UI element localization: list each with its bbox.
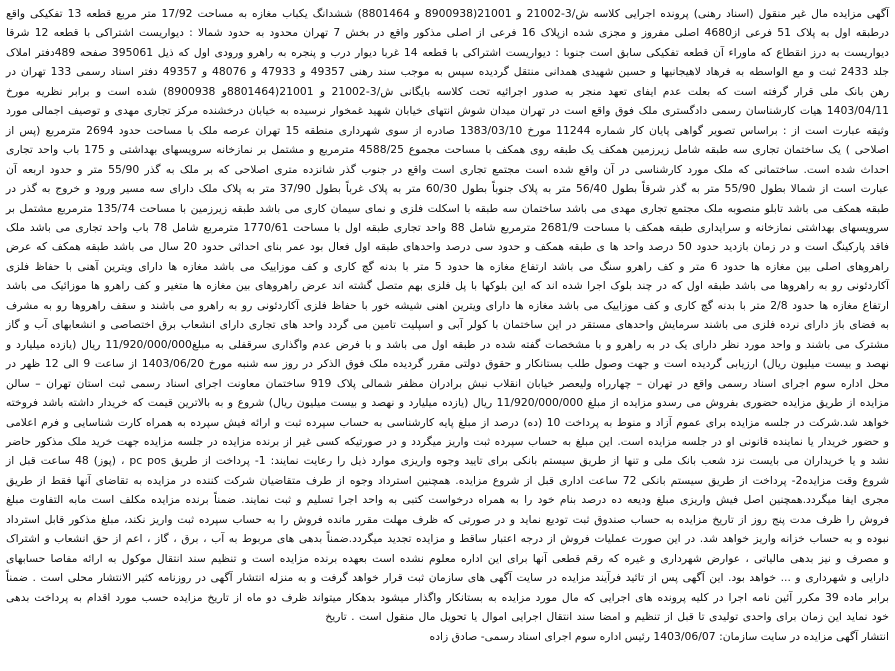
auction-notice-body: آگهی مزایده مال غیر منقول (اسناد رهنی) پرونده اجرایی کلاسه ش/3-21002 و 21001(8900938 و 8801464) ششدانگ یکباب مغازه به مساحت 17/92 متر مربع قطعه 13 تفکیکی واقع درطبقه اول به پلاک 51 فرعی از4680 اصلی مفروز و مجزی شده ازپلاک 16 فرعی از اصلی مذکور واقع در بخش 7 تهران محدود به حدود شمالا : دیواریست اشتراکی با قطعه 12 شرقا دیواریست به درز انقطاع که ماوراء آن قطعه تفکیکی سابق است جنوبا : دیواریست اشتراکی با قطعه 14 غربا دیوار درب و پنجره به راهرو ورودی اول که ذیل 395061 صفحه 489دفتر املاک جلد 2433 ثبت و مع الواسطه به فرهاد لاهیجانیها و حسین شهیدی همدانی منتقل گردیده سپس به موجب سند رهنی 49357 و 47933 و 48076 و 49357 دفتر اسناد رسمی 133 تهران در رهن بانک ملی قرار گرفته است که بعلت عدم ایفای تعهد منجر به صدور اجرائیه تحت کلاسه بایگانی ش/3-21002 و 21001(8801464و 8900938) شده است و برابر نظریه مورخ 1403/04/11 هیات کارشناسان رسمی دادگستری ملک فوق واقع است در تهران میدان شوش انتهای خیابان شهید غمخوار نرسیده به خیابان درخشنده مرکز تجاری مهدی و توصیف اجمالی مورد وثیقه عبارت است از : براساس تصویر گواهی پایان کار شماره 11244 مورخ 1383/03/10 صادره از سوی شهرداری منطقه 15 تهران عرصه ملک با مساحت حدود 2694 مترمربع (پس از اصلاحی ) یک ساختمان تجاری سه طبقه شامل زیرزمین همکف یک طبقه روی همکف با مساحت مجموع 4588/25 مترمربع و مشتمل بر نمازخانه سرویسهای بهداشتی و 175 باب واحد تجاری احداث شده است. ساختمانی که ملک مورد کارشناسی در آن واقع شده است مجتمع تجاری است واقع در جنوب گذر شانزده متری اصلاحی که بر ملک به گذر 55/90 متر و حدود اربعه آن عبارت است از شمالا بطول 55/90 متر به گذر شرقاً بطول 56/40 متر به پلاک جنوباً بطول 60/30 متر به پلاک غرباً بطول 37/90 متر به پلاک ملک دارای سه مسیر ورود و خروج به گذر در طبقه همکف می باشد تابلو منصوبه ملک مجتمع تجاری مهدی می باشد ساختمان سه طبقه با اسکلت فلزی و نمای سیمان کاری می باشد طبقه زیرزمین با مساحت 135/74 مترمربع مشتمل بر سرویسهای بهداشتی نمازخانه و سرایداری طبقه همکف با مساحت 2681/9 مترمربع شامل 88 واحد تجاری طبقه اول با مساحت 1770/61 مترمربع شامل 78 باب واحد تجاری می باشد ملک فاقد پارکینگ است و در زمان بازدید حدود 50 درصد واحد ها ی طبقه همکف و حدود سی درصد واحدهای طبقه اول فعال بود عمر بنای احداثی حدود 20 سال می باشد طبقه همکف که عرض راهروهای اصلی بین مغازه ها حدود 6 متر و کف راهرو سنگ می باشد ارتفاع مغازه ها حدود 5 متر با بدنه گچ کاری و کف موزاییک می باشد مغازه ها دارای ویترین آهنی با حفاظ فلزی آکاردئونی رو به راهروها می باشد طبقه اول که در چند بلوک اجرا شده اند که این بلوکها با پل فلزی بهم متصل گشته اند عرض راهروهای بین مغازه ها متغیر و کف راهرو ها موزائیک می باشد ارتفاع مغازه ها حدود 2/8 متر با بدنه گچ کاری و کف موزاییک می باشد مغازه ها دارای ویترین اهنی شیشه خور با حفاظ فلزی آکاردئونی رو به راهرو می باشند و سقف راهروها رو به مشرف به فضای باز دارای نرده فلزی می باشند سرمایش واحدهای مستقر در این ساختمان با کولر آبی و اسپلیت تامین می گردد واحد های تجاری دارای انشعاب برق اختصاصی و انشعابهای آب و گاز مشترک می باشند و واحد مورد نظر دارای یک در به راهرو و با مشخصات گفته شده در طبقه اول می باشد و با فرض عدم واگذاری سرقفلی به مبلغ11/920/000/000 ریال (یازده میلیارد و نهصد و بیست میلیون ریال) ارزیابی گردیده است و جهت وصول طلب بستانکار و حقوق دولتی مقرر گردیده ملک فوق الذکر در روز سه شنبه مورخ 1403/06/20 از ساعت 9 الی 12 ظهر در محل اداره سوم اجرای اسناد رسمی واقع در تهران – چهارراه ولیعصر خیابان انقلاب نبش برادران مظفر شمالی پلاک 919 ساختمان معاونت اجرای اسناد رسمی ثبت استان تهران – سالن مزایده از طریق مزایده حضوری بفروش می رسدو مزایده از مبلغ 11/920/000/000 ریال (یازده میلیارد و نهصد و بیست میلیون ریال) شروع و به بالاترین قیمت که خریدار داشته باشد فروخته خواهد شد.شرکت در جلسه مزایده برای عموم آزاد و منوط به پرداخت 10 (ده) درصد از مبلغ پایه کارشناسی به حساب سپرده ثبت و ارائه فیش سپرده به همراه کارت شناسایی و فرم اعلامی و حضور خریدار یا نماینده قانونی او در جلسه مزایده است. این مبلغ به حساب سپرده ثبت واریز میگردد و در صورتیکه کسی غیر از برنده مزایده در جلسه مزایده جهت خرید ملک مذکور حاضر نشد و یا خریداران می بایست نزد شعب بانک ملی و تنها از طریق سیستم بانکی برای تایید وجوه واریزی موارد ذیل را رعایت نمایند: 1- پرداخت از طریق pc pos ، (پوز) 48 ساعت قبل از شروع وقت مزایده2- پرداخت از طریق سیستم بانکی 72 ساعت اداری قبل از شروع مزایده. همچنین استرداد وجوه از طرف متقاضیان شرکت کننده در مزایده به تقاضای آنها فقط از طریق مجری ایفا میگردد.همچنین اصل فیش واریزی مبلغ ودیعه ده درصد بنام خود را به همراه درخواست کتبی به واحد اجرا تسلیم و ثبت نمایند. ضمناً برنده مزایده مکلف است مابه التفاوت مبلغ فروش را ظرف مدت پنج روز از تاریخ مزایده به حساب صندوق ثبت تودیع نماید و در صورتی که ظرف مهلت مقرر مانده فروش را به حساب سپرده ثبت واریز نکند، مبلغ مذکور قابل استرداد نبوده و به حساب خزانه واریز خواهد شد. در این صورت عملیات فروش از درجه اعتبار ساقط و مزایده تجدید میگردد.ضمناً بدهی های مربوط به آب ، برق ، گاز ، اعم از حق انشعاب و اشتراک و مصرف و نیز بدهی مالیاتی ، عوارض شهرداری و غیره که رقم قطعی آنها برای این اداره معلوم نشده است بعهده برنده مزایده است و تنظیم سند انتقال موکول به ارائه مفاصا حسابهای دارایی و شهرداری و ... خواهد بود. این آگهی پس از تائید فرآیند مزایده در سایت آگهی های سازمان ثبت قرار خواهد گرفت و به منزله انتشار آگهی در روزنامه کثیر الانتشار محلی است . ضمناً برابر ماده 39 مکرر آئین نامه اجرا در کلیه پرونده های اجرایی که مال مورد مزایده به بستانکار واگذار میشود بدهکار میتواند ظرف دو ماه از تاریخ مزایده حسب مورد اقدام به پرداخت بدهی خود نماید این زمان برای واحدی تولیدی تا قبل از تنظیم و امضا سند انتقال اجرایی اموال یا تحویل مال منقول است . تاریخ [6, 7, 890, 624]
auction-notice-footer: انتشار آگهی مزایده در سایت سازمان: 1403/06/07 رئیس اداره سوم اجرای اسناد رسمی- صادق زاده [429, 629, 889, 643]
